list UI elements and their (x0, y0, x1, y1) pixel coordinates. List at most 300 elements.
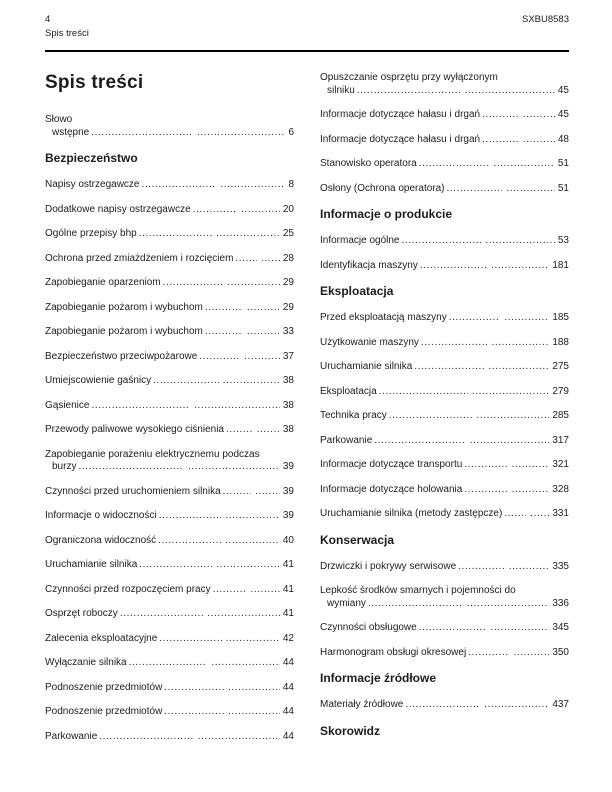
dot-leader (159, 633, 280, 645)
toc-entry-row (45, 302, 294, 315)
dot-leader (78, 461, 279, 473)
dot-leader-run (220, 179, 285, 191)
dot-leader-run (207, 608, 280, 620)
toc-entry-page: 331 (552, 508, 569, 519)
toc-entry-label: Identyfikacja maszyny (320, 259, 418, 271)
toc-entry-page: 33 (282, 326, 294, 337)
toc-entry-page: 41 (282, 559, 294, 570)
toc-entry-page: 185 (552, 312, 569, 323)
dot-leader-run (357, 85, 461, 97)
dot-leader-run (216, 559, 280, 571)
toc-entry-page: 20 (282, 203, 294, 215)
toc-entry (320, 386, 569, 399)
dot-leader-run (419, 158, 490, 170)
dot-leader (504, 508, 549, 520)
dot-leader-run (159, 633, 221, 645)
toc-entry-label: Napisy ostrzegawcze (45, 179, 140, 190)
dot-leader (357, 85, 555, 97)
dot-leader-run (193, 204, 238, 216)
toc-entry-page: 45 (557, 84, 569, 96)
dot-leader-run (188, 461, 280, 473)
dot-leader-run (421, 337, 488, 349)
toc-entry-row (320, 109, 569, 122)
toc-entry-label: Zapobieganie pożarom i wybuchom (45, 326, 203, 337)
toc-entry-row (320, 410, 569, 423)
dot-leader (213, 584, 280, 596)
toc-entry-page: 41 (282, 583, 294, 595)
toc-entry-row (320, 484, 569, 497)
dot-leader-run (141, 179, 216, 191)
toc-entry (320, 435, 569, 448)
toc-entry-label: Bezpieczeństwo przeciwpożarowe (45, 350, 198, 362)
dot-leader (91, 127, 285, 139)
toc-entry (45, 535, 294, 548)
dot-leader-run (504, 508, 526, 520)
dot-leader (158, 535, 280, 547)
dot-leader (129, 657, 280, 669)
toc-entry (45, 253, 294, 266)
toc-entry-page: 42 (282, 632, 294, 644)
toc-entry-page: 45 (557, 109, 569, 120)
toc-entry-label: burzy (52, 461, 77, 472)
dot-leader-run (153, 375, 219, 387)
dot-leader-run (504, 312, 549, 324)
dot-leader-run (374, 435, 465, 447)
toc-entry-row (320, 622, 569, 635)
dot-leader-run (216, 228, 280, 240)
toc-entry (320, 484, 569, 497)
toc-entry-page: 38 (282, 399, 294, 411)
dot-leader (153, 375, 280, 387)
toc-entry-label: Podnoszenie przedmiotów (45, 681, 163, 693)
toc-entry (45, 326, 294, 339)
dot-leader-run (389, 410, 473, 422)
dot-leader-run (235, 253, 257, 265)
dot-leader-run (228, 682, 280, 694)
toc-entry-label: Zalecenia eksploatacyjne (45, 632, 158, 644)
toc-column-right (320, 72, 569, 755)
toc-entry (45, 510, 294, 523)
dot-leader-run (464, 459, 507, 471)
toc-entry-label: Materiały źródłowe (320, 699, 404, 710)
toc-entry (320, 508, 569, 521)
toc-entry-label: wstępne (52, 126, 90, 138)
dot-leader-run (255, 486, 280, 498)
toc-entry (45, 351, 294, 364)
toc-entry-page: 51 (557, 182, 569, 194)
toc-entry-page: 345 (552, 622, 569, 633)
toc-entry (45, 449, 294, 474)
toc-entry-label: Parkowanie (45, 730, 98, 742)
dot-leader (205, 326, 280, 338)
toc-entry-page: 6 (288, 126, 294, 138)
header-section-title: Spis treści (45, 28, 89, 39)
toc-entry (45, 682, 294, 695)
toc-entry-label: Uruchamianie silnika (45, 559, 138, 570)
dot-leader-run (223, 486, 251, 498)
toc-entry-label: Dodatkowe napisy ostrzegawcze (45, 203, 191, 215)
toc-entry (320, 622, 569, 635)
toc-entry-page: 39 (282, 510, 294, 521)
dot-leader-run (513, 647, 549, 659)
document-code: SXBU8583 (521, 14, 569, 25)
dot-leader (164, 706, 280, 718)
toc-entry (320, 134, 569, 147)
toc-entry-page: 328 (552, 483, 569, 495)
toc-entry-label: Eksploatacja (320, 385, 377, 397)
toc-section-heading: Konserwacja (320, 532, 395, 547)
dot-leader-run (465, 85, 555, 97)
toc-entry-page: 335 (552, 560, 569, 572)
toc-entry (45, 559, 294, 572)
toc-entry-page: 53 (557, 235, 569, 246)
dot-leader-run (491, 260, 549, 272)
dot-leader-run (244, 351, 280, 363)
toc-entry-page: 350 (552, 646, 569, 658)
toc-entry (45, 706, 294, 719)
toc-entry-label: Ograniczona widoczność (45, 534, 157, 546)
dot-leader (120, 608, 280, 620)
toc-entry (320, 312, 569, 325)
toc-entry-page: 44 (282, 730, 294, 742)
dot-leader-run (420, 260, 487, 272)
toc-entry (320, 235, 569, 248)
toc-entry-row (45, 633, 294, 646)
toc-entry-row (45, 682, 294, 695)
dot-leader (421, 337, 549, 349)
dot-leader-run (468, 647, 509, 659)
dot-leader-run (99, 731, 193, 743)
toc-entry-page: 29 (282, 301, 294, 313)
dot-leader-run (91, 127, 193, 139)
dot-leader-run (509, 561, 550, 573)
dot-leader-run (419, 622, 487, 634)
dot-leader-run (261, 253, 280, 265)
toc-entry-label: Harmonogram obsługi okresowej (320, 646, 467, 658)
dot-leader-run (247, 326, 280, 338)
dot-leader-run (449, 312, 501, 324)
toc-entry-label: Umiejscowienie gaśnicy (45, 375, 152, 386)
dot-leader (368, 598, 549, 610)
dot-leader (405, 699, 549, 711)
dot-leader (419, 158, 555, 170)
toc-entry-label: Informacje dotyczące holowania (320, 483, 463, 495)
toc-entry-page: 437 (552, 699, 569, 710)
toc-entry (320, 459, 569, 472)
toc-entry-row (320, 134, 569, 147)
dot-leader-run (493, 158, 554, 170)
toc-entry-row (320, 699, 569, 712)
dot-leader-run (512, 459, 550, 471)
toc-entry-page: 8 (288, 179, 294, 190)
toc-entry (320, 109, 569, 122)
dot-leader-run (120, 608, 203, 620)
toc-entry-row (320, 85, 569, 98)
toc-entry-label: Ochrona przed zmiażdżeniem i rozcięciem (45, 252, 234, 264)
dot-leader-run (198, 731, 280, 743)
toc-entry-row (45, 228, 294, 241)
dot-leader-run (129, 657, 208, 669)
toc-entry-label: Przed eksploatacją maszyny (320, 312, 447, 323)
toc-entry-row (45, 375, 294, 388)
toc-entry (320, 585, 569, 610)
toc-entry (320, 410, 569, 423)
dot-leader-run (205, 326, 243, 338)
dot-leader-run (368, 598, 463, 610)
toc-entry-row (45, 559, 294, 572)
toc-entry-row (45, 179, 294, 192)
toc-entry-row (320, 312, 569, 325)
dot-leader-run (199, 351, 240, 363)
dot-leader-run (530, 508, 549, 520)
dot-leader (482, 109, 555, 121)
toc-entry-row (320, 508, 569, 521)
toc-entry-label: Informacje dotyczące hałasu i drgań (320, 109, 481, 120)
dot-leader (193, 204, 280, 216)
toc-entry-label: Uruchamianie silnika (metody zastępcze) (320, 508, 503, 519)
dot-leader-run (241, 204, 280, 216)
toc-entry-page: 48 (557, 133, 569, 145)
toc-entry (320, 260, 569, 273)
toc-entry-label: Opuszczanie osprzętu przy wyłączonym (320, 72, 498, 83)
toc-entry-row (45, 461, 294, 474)
toc-entry (45, 302, 294, 315)
toc-entry-label: Drzwiczki i pokrywy serwisowe (320, 560, 457, 572)
dot-leader-run (472, 386, 550, 398)
dot-leader (389, 410, 550, 422)
toc-entry (320, 183, 569, 196)
toc-entry-page: 317 (552, 434, 569, 446)
toc-entry (45, 277, 294, 290)
toc-entry-label: Lepkość środków smarnych i pojemności do (320, 585, 516, 596)
toc-entry-label: Gąsienice (45, 399, 90, 411)
header-left (45, 13, 89, 41)
toc-entry-row (45, 584, 294, 597)
toc-entry-row (45, 486, 294, 499)
dot-leader-run (247, 302, 280, 314)
dot-leader (164, 682, 280, 694)
dot-leader (414, 361, 549, 373)
dot-leader-run (379, 386, 468, 398)
toc-entry-page: 39 (282, 461, 294, 472)
dot-leader (141, 179, 285, 191)
toc-entry-label: Uruchamianie silnika (320, 361, 413, 372)
toc-entry-row (320, 235, 569, 248)
toc-entry-row (320, 435, 569, 448)
toc-entry-label: Osprzęt roboczy (45, 608, 118, 619)
toc-entry-label: silniku (327, 84, 355, 96)
toc-entry-label: Ogólne przepisy bhp (45, 228, 137, 239)
dot-leader-run (78, 461, 184, 473)
toc-entry-row (320, 361, 569, 374)
toc-entry-label: Przewody paliwowe wysokiego ciśnienia (45, 424, 224, 435)
toc-entry (320, 72, 569, 97)
dot-leader-run (197, 127, 285, 139)
toc-entry-label: Czynności obsługowe (320, 622, 417, 633)
page-number: 4 (45, 14, 51, 25)
toc-entry-label: Informacje dotyczące transportu (320, 459, 463, 470)
toc-entry-label: Zapobieganie pożarom i wybuchom (45, 301, 203, 313)
toc-entry-label: Informacje dotyczące hałasu i drgań (320, 133, 481, 145)
dot-leader-run (512, 484, 550, 496)
toc-entry (320, 647, 569, 660)
toc-entry-row (45, 253, 294, 266)
toc-entry-row (320, 598, 569, 611)
toc-entry-row (45, 351, 294, 364)
toc-entry-row (45, 277, 294, 290)
dot-leader-run (250, 584, 279, 596)
dot-leader (482, 134, 555, 146)
dot-leader-run (225, 510, 279, 522)
dot-leader (379, 386, 550, 398)
toc-entry (45, 584, 294, 597)
dot-leader (468, 647, 549, 659)
toc-entry-row (45, 400, 294, 413)
dot-leader-run (139, 228, 212, 240)
dot-leader-run (490, 622, 549, 634)
toc-entry-row (45, 535, 294, 548)
toc-entry (45, 400, 294, 413)
toc-entry-page: 321 (552, 459, 569, 470)
toc-entry-label: Stanowisko operatora (320, 158, 417, 169)
dot-leader (226, 424, 280, 436)
dot-leader-run (523, 134, 555, 146)
dot-leader-run (484, 699, 549, 711)
dot-leader-run (228, 706, 280, 718)
dot-leader-run (227, 277, 280, 289)
toc-entry-row (45, 326, 294, 339)
dot-leader-run (464, 484, 507, 496)
toc-entry-label: Czynności przed uruchomieniem silnika (45, 485, 221, 497)
dot-leader-run (223, 375, 280, 387)
dot-leader-run (523, 109, 555, 121)
dot-leader-run (257, 424, 280, 436)
toc-entry-row (45, 204, 294, 217)
dot-leader (464, 484, 549, 496)
dot-leader-run (488, 361, 549, 373)
dot-leader-run (458, 561, 505, 573)
toc-entry-row (320, 183, 569, 196)
toc-entry-row (320, 561, 569, 574)
toc-title: Spis treści (45, 72, 144, 93)
toc-entry-label: Użytkowanie maszyny (320, 336, 419, 348)
toc-entry-label: Wyłączanie silnika (45, 657, 127, 668)
dot-leader-run (414, 361, 484, 373)
dot-leader-run (158, 535, 221, 547)
toc-entry-page: 336 (552, 597, 569, 609)
toc-entry-row (320, 386, 569, 399)
toc-entry (320, 158, 569, 171)
dot-leader-run (226, 633, 280, 645)
dot-leader-run (91, 400, 190, 412)
dot-leader-run (467, 598, 550, 610)
toc-columns (45, 72, 569, 755)
dot-leader (91, 400, 279, 412)
toc-entry (45, 608, 294, 621)
dot-leader-run (506, 183, 555, 195)
toc-entry (45, 114, 294, 139)
page-header (45, 13, 569, 41)
dot-leader-run (485, 235, 554, 247)
toc-entry (45, 228, 294, 241)
toc-entry-row (45, 127, 294, 140)
toc-entry-page: 285 (552, 410, 569, 421)
toc-entry-label: Parkowanie (320, 434, 373, 446)
toc-entry-label: Zapobieganie oparzeniom (45, 277, 161, 288)
toc-entry-row (320, 158, 569, 171)
toc-entry-row (45, 657, 294, 670)
toc-entry-label: Czynności przed rozpoczęciem pracy (45, 583, 211, 595)
dot-leader (223, 486, 280, 498)
dot-leader-run (205, 302, 243, 314)
dot-leader-run (164, 706, 224, 718)
dot-leader (464, 459, 549, 471)
toc-entry-row (320, 337, 569, 350)
dot-leader-run (470, 435, 550, 447)
dot-leader-run (213, 584, 247, 596)
dot-leader (99, 731, 280, 743)
toc-entry-page: 188 (552, 336, 569, 348)
dot-leader-run (139, 559, 212, 571)
toc-entry-page: 41 (282, 608, 294, 619)
toc-column-left (45, 72, 294, 755)
toc-entry (320, 361, 569, 374)
dot-leader-run (402, 235, 482, 247)
toc-entry (45, 486, 294, 499)
dot-leader (419, 622, 550, 634)
toc-entry-label: Technika pracy (320, 410, 387, 421)
toc-entry-page: 38 (282, 375, 294, 386)
toc-entry-label: Informacje ogólne (320, 235, 400, 246)
dot-leader-run (225, 535, 280, 547)
toc-entry (45, 633, 294, 646)
toc-entry-label: Osłony (Ochrona operatora) (320, 182, 445, 194)
dot-leader (402, 235, 555, 247)
toc-entry (320, 699, 569, 712)
dot-leader (159, 510, 280, 522)
toc-entry-page: 28 (282, 252, 294, 264)
toc-entry-label: Podnoszenie przedmiotów (45, 706, 163, 717)
dot-leader-run (482, 109, 519, 121)
toc-entry-label: Zapobieganie porażeniu elektrycznemu podczas (45, 448, 260, 460)
toc-entry-row (45, 424, 294, 437)
toc-entry-page: 44 (282, 681, 294, 693)
dot-leader-run (491, 337, 549, 349)
dot-leader-run (405, 699, 480, 711)
toc-entry-row (45, 731, 294, 744)
toc-section-heading: Bezpieczeństwo (45, 151, 138, 165)
toc-entry (320, 561, 569, 574)
toc-section-heading: Informacje o produkcie (320, 207, 453, 221)
dot-leader-run (194, 400, 280, 412)
toc-entry-row (320, 260, 569, 273)
dot-leader-run (163, 277, 224, 289)
toc-entry-page: 40 (282, 534, 294, 546)
toc-entry-page: 44 (282, 706, 294, 717)
dot-leader-run (447, 183, 503, 195)
toc-entry-row (45, 608, 294, 621)
toc-entry-label: Informacje o widoczności (45, 510, 157, 521)
toc-entry (45, 204, 294, 217)
dot-leader (458, 561, 549, 573)
toc-entry (45, 657, 294, 670)
dot-leader (163, 277, 280, 289)
toc-entry-page: 25 (282, 228, 294, 239)
dot-leader-run (159, 510, 222, 522)
toc-entry-page: 38 (282, 424, 294, 435)
dot-leader (139, 228, 280, 240)
toc-entry (45, 424, 294, 437)
